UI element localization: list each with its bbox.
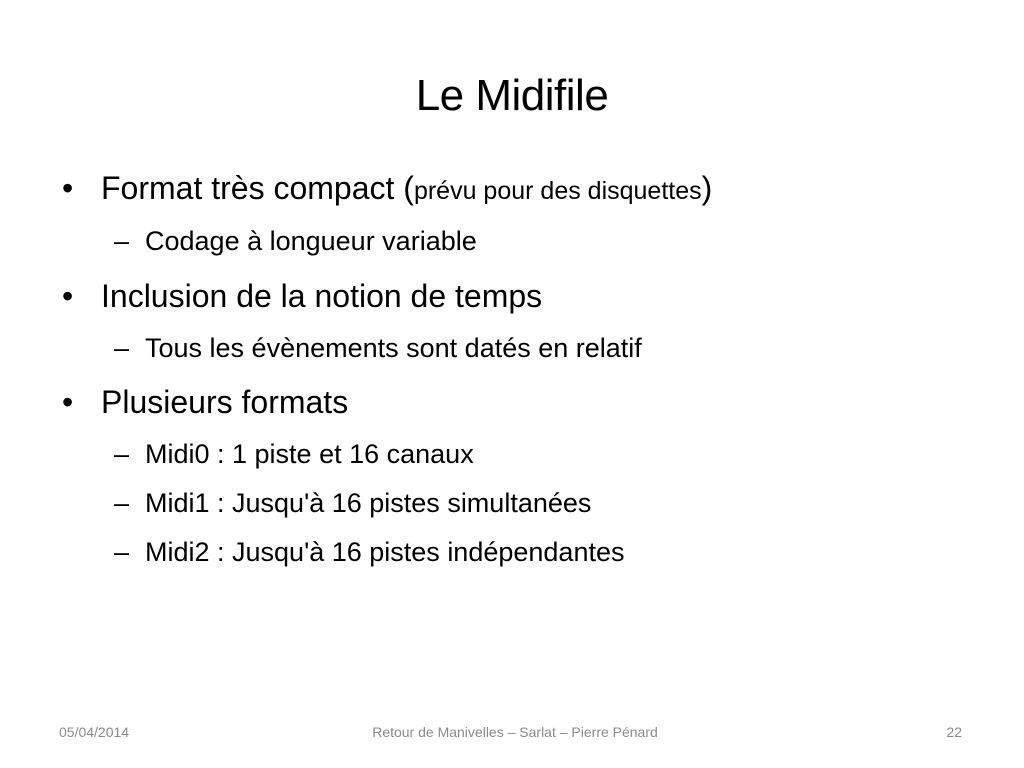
bullet-text [101, 168, 712, 211]
bullet-marker: • [62, 170, 74, 206]
bullet-text-main: Format très compact ( [101, 170, 414, 206]
dash-marker: – [114, 488, 130, 518]
bullet-text-aside: prévu pour des disquettes [413, 177, 702, 205]
footer-date: 05/04/2014 [59, 724, 130, 740]
bullet-text: Plusieurs formats [101, 384, 349, 420]
dash-marker: – [114, 333, 130, 363]
sub-bullet-text: Midi2 : Jusqu'à 16 pistes indépendantes [145, 537, 625, 567]
sub-bullet-text: Midi0 : 1 piste et 16 canaux [145, 439, 474, 469]
bullet-text-close: ) [701, 170, 713, 206]
bullet-marker: • [62, 384, 74, 420]
sub-bullet-text: Tous les évènements sont datés en relatif [145, 333, 642, 363]
dash-marker: – [114, 226, 130, 256]
footer-center-text: Retour de Manivelles – Sarlat – Pierre Pénard [372, 724, 658, 740]
footer-page-number: 22 [946, 724, 962, 740]
bullet-marker: • [62, 278, 74, 314]
sub-bullet-text: Codage à longueur variable [145, 226, 477, 256]
sub-bullet-text: Midi1 : Jusqu'à 16 pistes simultanées [145, 488, 592, 518]
bullet-text: Inclusion de la notion de temps [101, 278, 543, 314]
slide-title: Le Midifile [415, 71, 609, 120]
dash-marker: – [114, 439, 130, 469]
dash-marker: – [114, 537, 130, 567]
